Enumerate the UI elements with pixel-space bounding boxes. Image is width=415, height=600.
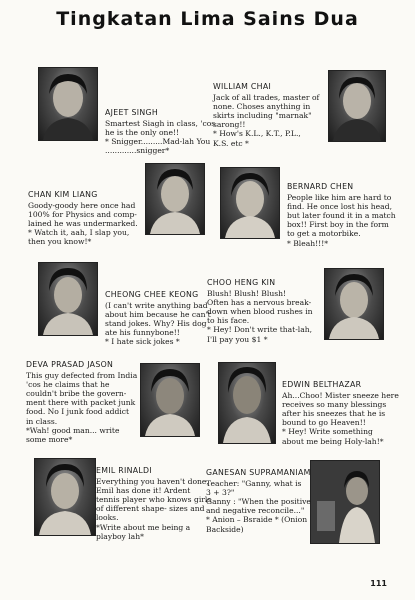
caption-line: ate his funnybone!! [105,328,180,338]
student-name: EDWIN BELTHAZAR [282,380,362,389]
entry-bernard-chen [287,182,396,248]
caption-line: Ganny : "When the positive [206,497,311,507]
caption-line: in class. [26,416,58,426]
portrait-icon [221,168,279,238]
entry-william-chai [213,82,319,148]
photo-emil-rinaldi [34,458,96,536]
entry-ganesan-supramaniam [206,468,311,534]
caption-line: box!! First boy in the form [287,220,389,230]
caption-line: ment there with packet junk [26,398,136,408]
caption-line: skirts including "marnak" [213,111,312,121]
caption-line: Often has a nervous break- [207,298,312,308]
photo-chan-kim-liang [145,163,205,235]
caption-line: but later found it in a match [287,211,396,221]
caption-line: Teacher: "Ganny, what is [206,479,302,489]
caption-line: playboy lah* [96,531,144,541]
caption-line: about me being Holy-lah!* [282,436,384,446]
caption-line: * Anion – Bsraide * (Onion [206,515,308,525]
entry-ajeet-singh [105,108,215,155]
caption-line: sarong!! [213,120,246,130]
caption-line: and negative reconcile..." [206,506,305,516]
photo-choo-heng-kin [324,268,384,340]
photo-cheong-chee-keong [38,262,98,336]
caption-line: find. He once lost his head, [287,202,392,212]
caption-line: *Write about me being a [96,522,191,532]
caption-line: some more* [26,434,73,444]
caption-line: to his face. [207,316,250,326]
entry-choo-heng-kin [207,278,313,344]
caption-line: Blush! Blush! Blush! [207,289,287,299]
caption-line: * Hey! Write something [282,427,373,437]
caption-line: receives so many blessings [282,400,387,410]
caption-line: This guy defected from India [26,371,138,381]
caption-line: * How's K.L., K.T., P.L., [213,129,301,139]
caption-line: 3 + 3?" [206,488,235,498]
caption-line: * Snigger.........Mad-lah You [105,137,211,147]
student-name: CHEONG CHEE KEONG [105,290,199,299]
caption-line: .............snigger* [105,146,170,156]
caption-line: down when blood rushes in [207,307,313,317]
caption-line: I'll pay you $1 * [207,334,268,344]
portrait-icon [329,71,385,141]
caption-line: stand jokes. Why? His dog [105,319,207,329]
page-number: 111 [370,579,387,588]
portrait-icon [39,68,97,140]
student-name: BERNARD CHEN [287,182,354,191]
caption-line: *Wah! good man... write [26,425,120,435]
caption-line: Backside) [206,524,244,534]
entry-deva-prasad-jason [26,360,137,444]
caption-line: looks. [96,513,119,523]
photo-edwin-belthazar [218,362,276,444]
student-name: AJEET SINGH [105,108,159,117]
caption-line: of different shape- sizes and [96,504,205,514]
portrait-icon [325,269,383,339]
caption-line: then you know!* [28,237,92,247]
caption-line: tennis player who knows girls [96,495,212,505]
caption-line: (I can't write anything bad [105,301,208,311]
caption-line: food. No I junk food addict [26,407,130,417]
caption-line: * Watch it, aah, I slap you, [28,228,130,238]
caption-line: * Bleah!!!* [287,238,329,248]
caption-line: Emil has done it! Ardent [96,486,191,496]
student-name: GANESAN SUPRAMANIAM [206,468,311,477]
photo-william-chai [328,70,386,142]
caption-line: bound to go Heaven!! [282,418,366,428]
student-name: EMIL RINALDI [96,466,152,475]
caption-line: Everything you haven't done, [96,477,209,487]
caption-line: Jack of all trades, master of [213,93,320,103]
caption-line: after his sneezes that he is [282,409,386,419]
caption-line: 100% for Physics and comp- [28,210,137,220]
caption-line: about him because he can't [105,310,211,320]
page-title: Tingkatan Lima Sains Dua [56,8,359,30]
portrait-icon [39,263,97,335]
portrait-icon [35,459,95,535]
caption-line: Goody-goody here once had [28,201,136,211]
caption-line: 'cos he claims that he [26,380,110,390]
caption-line: none. Choses anything in [213,102,311,112]
caption-line: K.S. etc * [213,138,249,148]
caption-line: he is the only one!! [105,128,180,138]
student-name: DEVA PRASAD JASON [26,360,114,369]
entry-chan-kim-liang [28,190,138,247]
photo-ajeet-singh [38,67,98,141]
caption-line: People like him are hard to [287,193,392,203]
student-name: CHAN KIM LIANG [28,190,98,199]
student-name: WILLIAM CHAI [213,82,272,91]
caption-line: * I hate sick jokes * [105,337,180,347]
student-name: CHOO HENG KIN [207,278,276,287]
photo-bernard-chen [220,167,280,239]
caption-line: Smartest Siagh in class, 'cos [105,119,216,129]
caption-line: * Hey! Don't write that-lah, [207,325,313,335]
caption-line: lained he was undermarked. [28,219,138,229]
photo-deva-prasad-jason [140,363,200,437]
entry-emil-rinaldi [96,466,211,541]
caption-line: couldn't bribe the govern- [26,389,127,399]
entry-edwin-belthazar [282,380,399,446]
photo-ganesan-supramaniam [310,460,380,544]
portrait-icon [141,364,199,436]
portrait-icon [219,363,275,443]
caption-line: Ah...Choo! Mister sneeze here [282,391,399,401]
entry-cheong-chee-keong [105,290,211,347]
caption-line: to get a motorbike. [287,229,361,239]
portrait-icon [311,461,379,543]
portrait-icon [146,164,204,234]
